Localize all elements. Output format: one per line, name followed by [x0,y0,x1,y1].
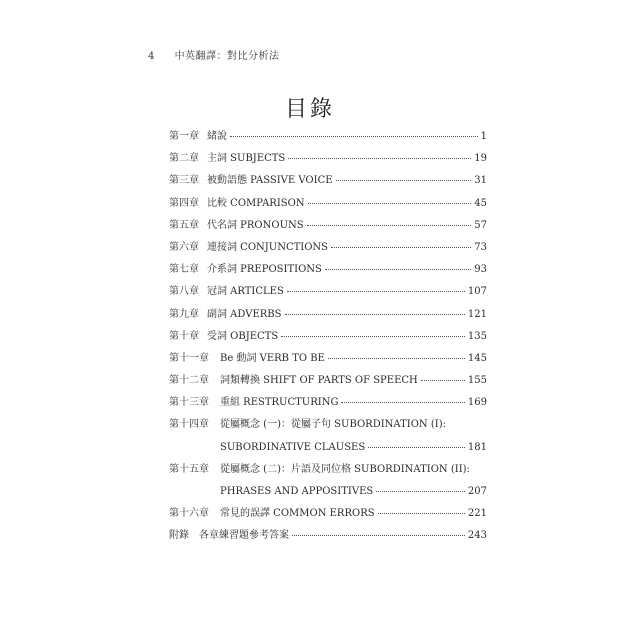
dot-leader [331,246,471,248]
dot-leader [308,202,472,204]
chapter-title: PHRASES AND APPOSITIVES [220,486,374,497]
chapter-title: 緒說 [207,131,227,142]
toc-entry-continuation [169,437,487,459]
chapter-title: 從屬概念 (二)：片語及同位格 SUBORDINATION (II): [220,463,470,475]
chapter-title: 比較 COMPARISON [207,197,305,209]
toc-entry-continuation [169,481,487,503]
toc-entry [169,304,487,326]
dot-leader [376,490,465,492]
page-title: 目錄 [284,97,335,122]
page-ref: 243 [467,530,487,542]
chapter-label: 第十二章 [169,375,209,387]
page-ref: 1 [480,131,487,142]
chapter-label: 第七章 [169,264,199,276]
chapter-title: 被動語態 PASSIVE VOICE [207,175,333,187]
toc-entry [169,126,487,148]
table-of-contents [169,126,487,548]
toc-entry [169,392,487,414]
page-ref: 145 [467,352,487,364]
chapter-label: 第八章 [169,286,199,298]
dot-leader [341,401,464,403]
toc-entry [169,326,487,348]
page-ref: 135 [467,330,487,342]
dot-leader [368,446,465,448]
chapter-label: 附錄 [169,530,189,542]
toc-entry [169,414,487,436]
toc-entry [169,148,487,170]
page-ref: 155 [467,375,487,387]
page-ref: 93 [474,264,487,276]
toc-entry [169,259,487,281]
chapter-label: 第六章 [169,241,199,253]
chapter-title: SUBORDINATIVE CLAUSES [220,441,366,453]
running-header [148,47,280,62]
chapter-title: 受詞 OBJECTS [207,330,279,342]
page-number: 4 [148,51,155,62]
chapter-title: 主詞 SUBJECTS [207,153,286,165]
chapter-title: 從屬概念 (一)：從屬子句 SUBORDINATION (I): [220,419,446,431]
dot-leader [421,379,465,381]
page-ref: 121 [467,308,487,320]
dot-leader [288,157,471,159]
page-ref: 73 [474,241,487,253]
dot-leader [378,512,465,514]
dot-leader [230,135,478,137]
dot-leader [287,290,465,292]
chapter-label: 第五章 [169,219,199,231]
dot-leader [328,357,465,359]
page-ref: 57 [474,219,487,231]
chapter-label: 第十章 [169,330,199,342]
chapter-label: 第十四章 [169,419,209,431]
dot-leader [307,224,472,226]
dot-leader [285,313,465,315]
toc-entry [169,193,487,215]
dot-leader [325,268,471,270]
page-ref: 107 [467,286,487,298]
toc-entry [169,525,487,547]
chapter-title: 常見的誤譯 COMMON ERRORS [220,508,375,520]
book-title: 中英翻譯：對比分析法 [174,51,280,62]
chapter-label: 第九章 [169,308,199,320]
chapter-title: 各章練習題參考答案 [199,530,289,542]
chapter-title: 詞類轉換 SHIFT OF PARTS OF SPEECH [220,375,418,387]
page-ref: 169 [467,397,487,409]
chapter-label: 第十六章 [169,508,209,520]
chapter-title: Be 動詞 VERB TO BE [220,352,325,364]
page-ref: 31 [474,175,487,187]
toc-entry [169,370,487,392]
chapter-title: 重組 RESTRUCTURING [220,397,339,409]
toc-entry [169,170,487,192]
chapter-label: 第一章 [169,131,199,142]
chapter-label: 第十五章 [169,463,209,475]
toc-entry [169,215,487,237]
toc-entry [169,459,487,481]
chapter-label: 第三章 [169,175,199,187]
chapter-label: 第十一章 [169,352,209,364]
chapter-label: 第十三章 [169,397,209,409]
page-ref: 45 [474,197,487,209]
page-ref: 221 [467,508,487,520]
dot-leader [292,534,465,536]
dot-leader [336,179,472,181]
toc-entry [169,281,487,303]
page-ref: 181 [467,441,487,453]
chapter-label: 第四章 [169,197,199,209]
toc-entry [169,237,487,259]
chapter-title: 介系詞 PREPOSITIONS [207,264,322,276]
toc-entry [169,348,487,370]
chapter-title: 冠詞 ARTICLES [207,286,284,298]
dot-leader [281,335,465,337]
toc-entry [169,503,487,525]
chapter-title: 副詞 ADVERBS [207,308,282,320]
chapter-label: 第二章 [169,153,199,165]
page-ref: 19 [474,153,487,165]
chapter-title: 代名詞 PRONOUNS [207,219,304,231]
page-ref: 207 [467,486,487,497]
chapter-title: 連接詞 CONJUNCTIONS [207,241,329,253]
